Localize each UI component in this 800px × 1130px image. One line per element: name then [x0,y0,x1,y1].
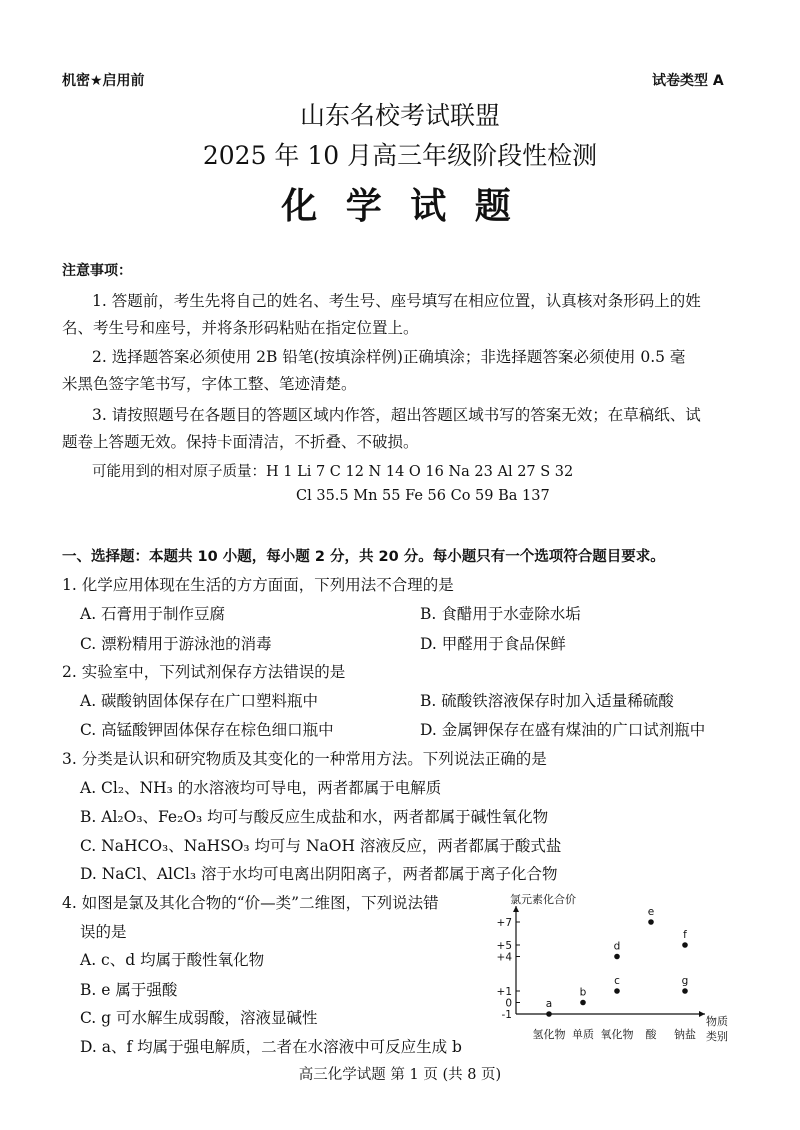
paper-type-label: 试卷类型 A [652,73,724,89]
y-tick-label: +7 [496,917,512,929]
question-3-option-a: A. Cl₂、NH₃ 的水溶液均可导电，两者都属于电解质 [80,779,442,797]
x-category-label: 单质 [572,1028,594,1041]
x-axis-arrow [699,1011,705,1017]
data-point-label-d: d [613,940,621,953]
x-category-label: 钠盐 [674,1028,696,1041]
data-point-label-f: f [683,929,687,941]
question-1-option-d: D. 甲醛用于食品保鲜 [420,635,566,653]
y-tick-label: 0 [505,997,512,1010]
x-category-label: 氧化物 [600,1028,634,1041]
data-point-d [614,954,620,960]
page-title: 化 学 试 题 [281,185,519,227]
note-1-line-2: 名、考生号和座号，并将条形码粘贴在指定位置上。 [62,319,419,337]
question-3-option-b: B. Al₂O₃、Fe₂O₃ 均可与酸反应生成盐和水，两者都属于碱性氧化物 [80,808,549,826]
question-4-option-c: C. g 可水解生成弱酸，溶液显碱性 [80,1009,318,1027]
data-point-label-a: a [545,998,553,1010]
data-point-label-g: g [681,975,689,987]
question-1-option-a: A. 石膏用于制作豆腐 [80,605,226,623]
atomic-mass-line-2: Cl 35.5 Mn 55 Fe 56 Co 59 Ba 137 [296,488,550,504]
y-tick-label: +4 [496,951,512,964]
question-1-option-b: B. 食醋用于水壶除水垢 [420,605,581,623]
question-2-stem: 2. 实验室中，下列试剂保存方法错误的是 [62,663,346,681]
note-1-line-1: 1. 答题前，考生先将自己的姓名、考生号、座号填写在相应位置，认真核对条形码上的姓 [92,292,701,310]
question-2-option-c: C. 高锰酸钾固体保存在棕色细口瓶中 [80,721,334,739]
page-footer: 高三化学试题 第 1 页 (共 8 页) [298,1067,502,1083]
question-4-option-d: D. a、f 均属于强电解质，二者在水溶液中可反应生成 b [80,1038,462,1056]
question-4-option-a: A. c、d 均属于酸性氧化物 [80,951,265,969]
y-axis-label: 氯元素化合价 [510,893,576,906]
data-point-label-b: b [579,986,587,999]
exam-organization: 山东名校考试联盟 [299,101,500,130]
note-2-line-1: 2. 选择题答案必须使用 2B 铅笔(按填涂样例)正确填涂；非选择题答案必须使用 0.5 毫 [92,348,686,366]
note-3-line-2: 题卷上答题无效。保持卡面清洁，不折叠、不破损。 [62,433,419,451]
y-axis-arrow [513,906,519,912]
notes-heading: 注意事项： [62,263,132,279]
exam-title: 2025 年 10 月高三年级阶段性检测 [202,141,598,170]
question-4-stem-line-1: 4. 如图是氯及其化合物的“价—类”二维图，下列说法错 [62,894,439,912]
question-3-option-c: C. NaHCO₃、NaHSO₃ 均可与 NaOH 溶液反应，两者都属于酸式盐 [80,837,562,855]
valence-category-chart [470,892,745,1052]
data-point-c [614,988,620,994]
question-2-option-d: D. 金属钾保存在盛有煤油的广口试剂瓶中 [420,721,706,739]
data-point-b [580,1000,586,1006]
question-3-option-d: D. NaCl、AlCl₃ 溶于水均可电离出阴阳离子，两者都属于离子化合物 [80,865,558,883]
data-point-label-e: e [647,906,655,918]
question-3-stem: 3. 分类是认识和研究物质及其变化的一种常用方法。下列说法正确的是 [62,750,547,768]
y-tick-label: +1 [496,986,512,998]
question-2-option-b: B. 硫酸铁溶液保存时加入适量稀硫酸 [420,692,674,710]
note-2-line-2: 米黑色签字笔书写，字体工整、笔迹清楚。 [62,375,357,393]
question-4-option-b: B. e 属于强酸 [80,981,178,999]
data-point-f [682,942,688,948]
data-point-g [682,988,688,994]
note-3-line-1: 3. 请按照题号在各题目的答题区域内作答，超出答题区域书写的答案无效；在草稿纸、试 [92,406,701,424]
x-axis-label-line-2: 类别 [706,1030,728,1043]
section-heading: 一、选择题：本题共 10 小题，每小题 2 分，共 20 分。每小题只有一个选项符合题目要求。 [62,549,665,565]
question-2-option-a: A. 碳酸钠固体保存在广口塑料瓶中 [80,692,319,710]
question-4-stem-line-2: 误的是 [80,923,127,941]
y-tick-label: -1 [501,1009,512,1021]
data-point-e [648,919,654,925]
question-1-option-c: C. 漂粉精用于游泳池的消毒 [80,635,272,653]
x-axis-label-line-1: 物质 [706,1015,728,1028]
data-point-a [546,1011,552,1017]
x-category-label: 氢化物 [532,1028,566,1041]
question-1-stem: 1. 化学应用体现在生活的方方面面，下列用法不合理的是 [62,576,454,594]
atomic-mass-line-1: 可能用到的相对原子质量：H 1 Li 7 C 12 N 14 O 16 Na 23 Al 27 S 32 [92,464,574,480]
confidential-label: 机密★启用前 [62,73,145,89]
data-point-label-c: c [614,975,620,987]
y-tick-label: +5 [496,940,512,952]
x-category-label: 酸 [645,1028,657,1041]
